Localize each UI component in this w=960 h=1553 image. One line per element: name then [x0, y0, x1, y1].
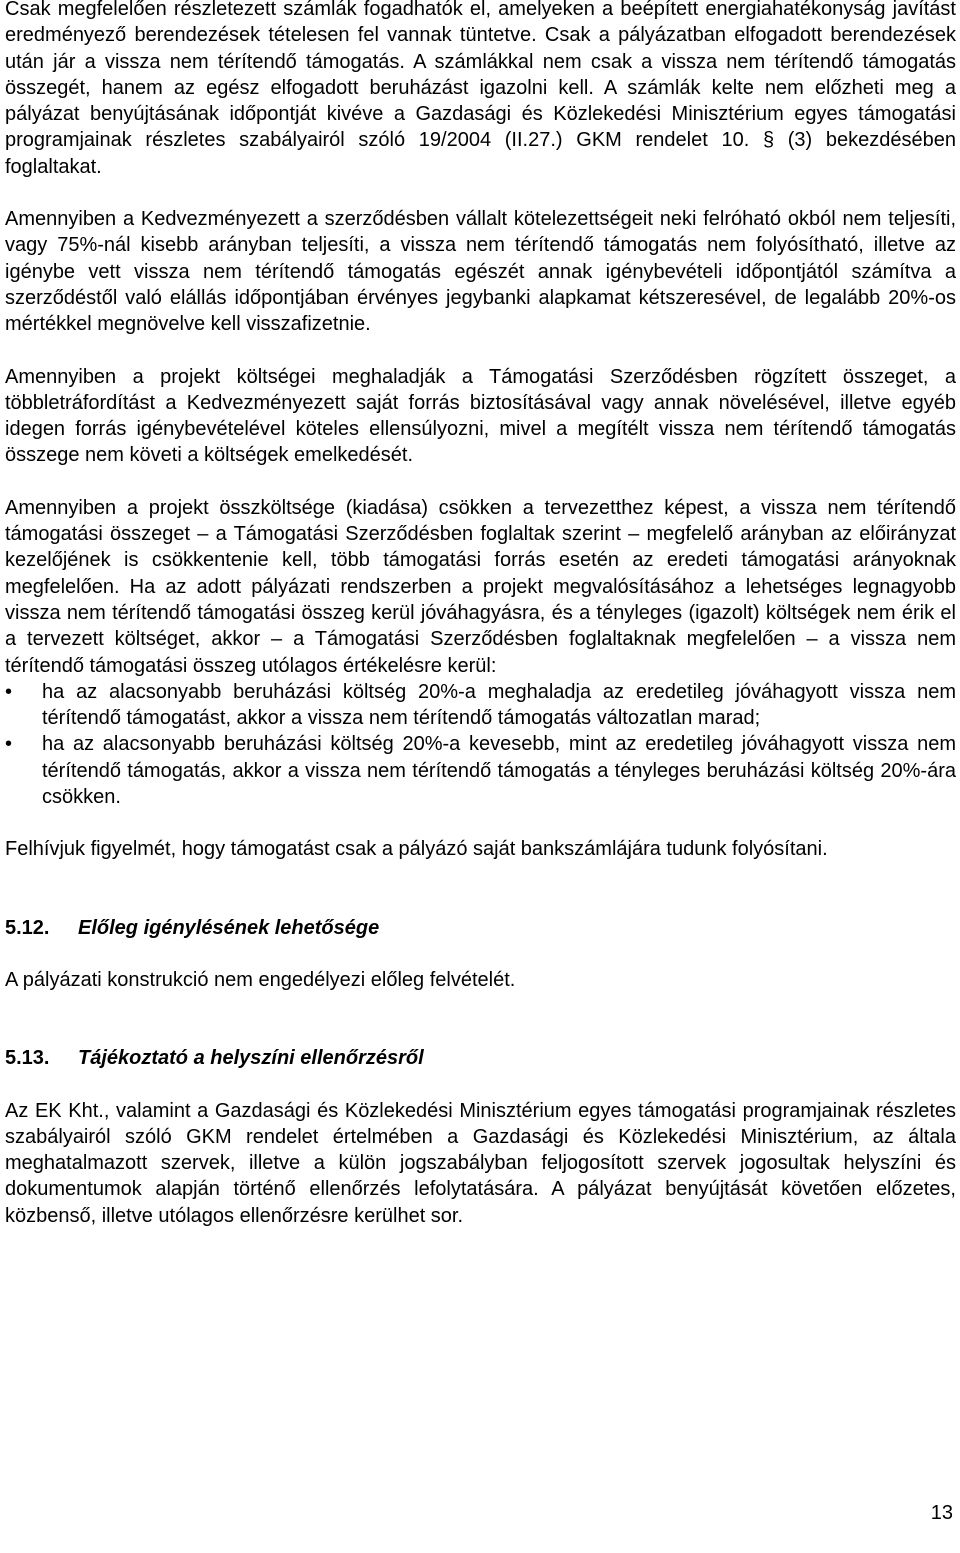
section-number: 5.13.: [5, 1047, 50, 1070]
section-heading-5-12: [5, 915, 956, 941]
list-item-text: ha az alacsonyabb beruházási költség 20%-a meghaladja az eredetileg jóváhagyott vissza nem térítendő támogatást, akkor a vissza nem térítendő támogatás változatlan marad;: [42, 680, 956, 730]
paragraph-advance-payment: A pályázati konstrukció nem engedélyezi előleg felvételét.: [5, 968, 516, 991]
paragraph-cost-reduction: Amennyiben a projekt összköltsége (kiadása) csökken a tervezetthez képest, a vissza nem térítendő támogatási összeget – a Támogatási Szerződésben foglaltak szerint – megfelelő arányban az előirányzat kezelőjének is csökkentenie kell, több támogatási forrás esetén az eredeti támogatási arányoknak megfelelően. Ha az adott pályázati rendszerben a projekt megvalósításához a lehetséges legnagyobb vissza nem térítendő támogatási összeg kerül jóváhagyásra, és a tényleges (igazolt) költségek nem érik el a tervezett költséget, akkor – a Támogatási Szerződésben foglaltaknak megfelelően – a vissza nem térítendő támogatási összeg utólagos értékelésre kerül:: [5, 496, 956, 677]
document-page: [5, 0, 956, 1229]
paragraph-cost-overrun: Amennyiben a projekt költségei meghaladják a Támogatási Szerződésben rögzített összeget, a többletráfordítást a Kedvezményezett saját forrás biztosításával vagy annak növelésével, illetve egyéb idegen forrás igénybevételével köteles ellensúlyozni, mivel a megítélt vissza nem térítendő támogatás összege nem követi a költségek emelkedését.: [5, 365, 956, 467]
section-number: 5.12.: [5, 916, 50, 939]
section-title: Tájékoztató a helyszíni ellenőrzésről: [78, 1047, 424, 1070]
bullet-list: [5, 679, 956, 810]
paragraph-invoices: Csak megfelelően részletezett számlák fogadhatók el, amelyeken a beépített energiahatékonyság javítást eredményező berendezések tételesen fel vannak tüntetve. Csak a pályázatban elfogadott berendezések után jár a vissza nem térítendő támogatás. A számlákkal nem csak a vissza nem térítendő támogatás összegét, hanem az egész elfogadott beruházást igazolni kell. A számlák kelte nem előzheti meg a pályázat benyújtásának időpontját kivéve a Gazdasági és Közlekedési Minisztérium egyes támogatási programjainak részletes szabályairól szóló 19/2004 (II.27.) GKM rendelet 10. § (3) bekezdésében foglaltakat.: [5, 0, 956, 178]
paragraph-onsite-inspection: Az EK Kht., valamint a Gazdasági és Közlekedési Minisztérium egyes támogatási programjainak részletes szabályairól szóló GKM rendelet értelmében a Gazdasági és Közlekedési Minisztérium, az általa meghatalmazott szervek, illetve a külön jogszabályban feljogosított szervek jogosultak helyszíni és dokumentumok alapján történő ellenőrzés lefolytatására. A pályázat benyújtását követően előzetes, közbenső, illetve utólagos ellenőrzésre kerülhet sor.: [5, 1099, 956, 1227]
bullet-icon: •: [5, 733, 13, 756]
paragraph-bank-account-notice: Felhívjuk figyelmét, hogy támogatást csak a pályázó saját bankszámlájára tudunk folyósítani.: [5, 838, 828, 861]
paragraph-obligations: Amennyiben a Kedvezményezett a szerződésben vállalt kötelezettségeit neki felróható okból nem teljesíti, vagy 75%-nál kisebb arányban teljesíti, a vissza nem térítendő támogatás nem folyósítható, illetve az igénybe vett vissza nem térítendő támogatás egészét annak igénybevételi időpontjától számítva a szerződéstől való elállás időpontjában érvényes jegybanki alapkamat kétszeresével, de legalább 20%-os mértékkel megnövelve kell visszafizetnie.: [5, 208, 956, 336]
list-item-text: ha az alacsonyabb beruházási költség 20%-a kevesebb, mint az eredetileg jóváhagyott vissza nem térítendő támogatás, akkor a vissza nem térítendő támogatás a tényleges beruházási költség 20%-ára csökken.: [42, 733, 956, 809]
section-heading-5-13: [5, 1045, 956, 1071]
bullet-icon: •: [5, 680, 13, 703]
section-title: Előleg igénylésének lehetősége: [78, 916, 380, 939]
page-number: 13: [930, 1502, 953, 1524]
list-item: [5, 679, 956, 732]
list-item: [5, 731, 956, 810]
